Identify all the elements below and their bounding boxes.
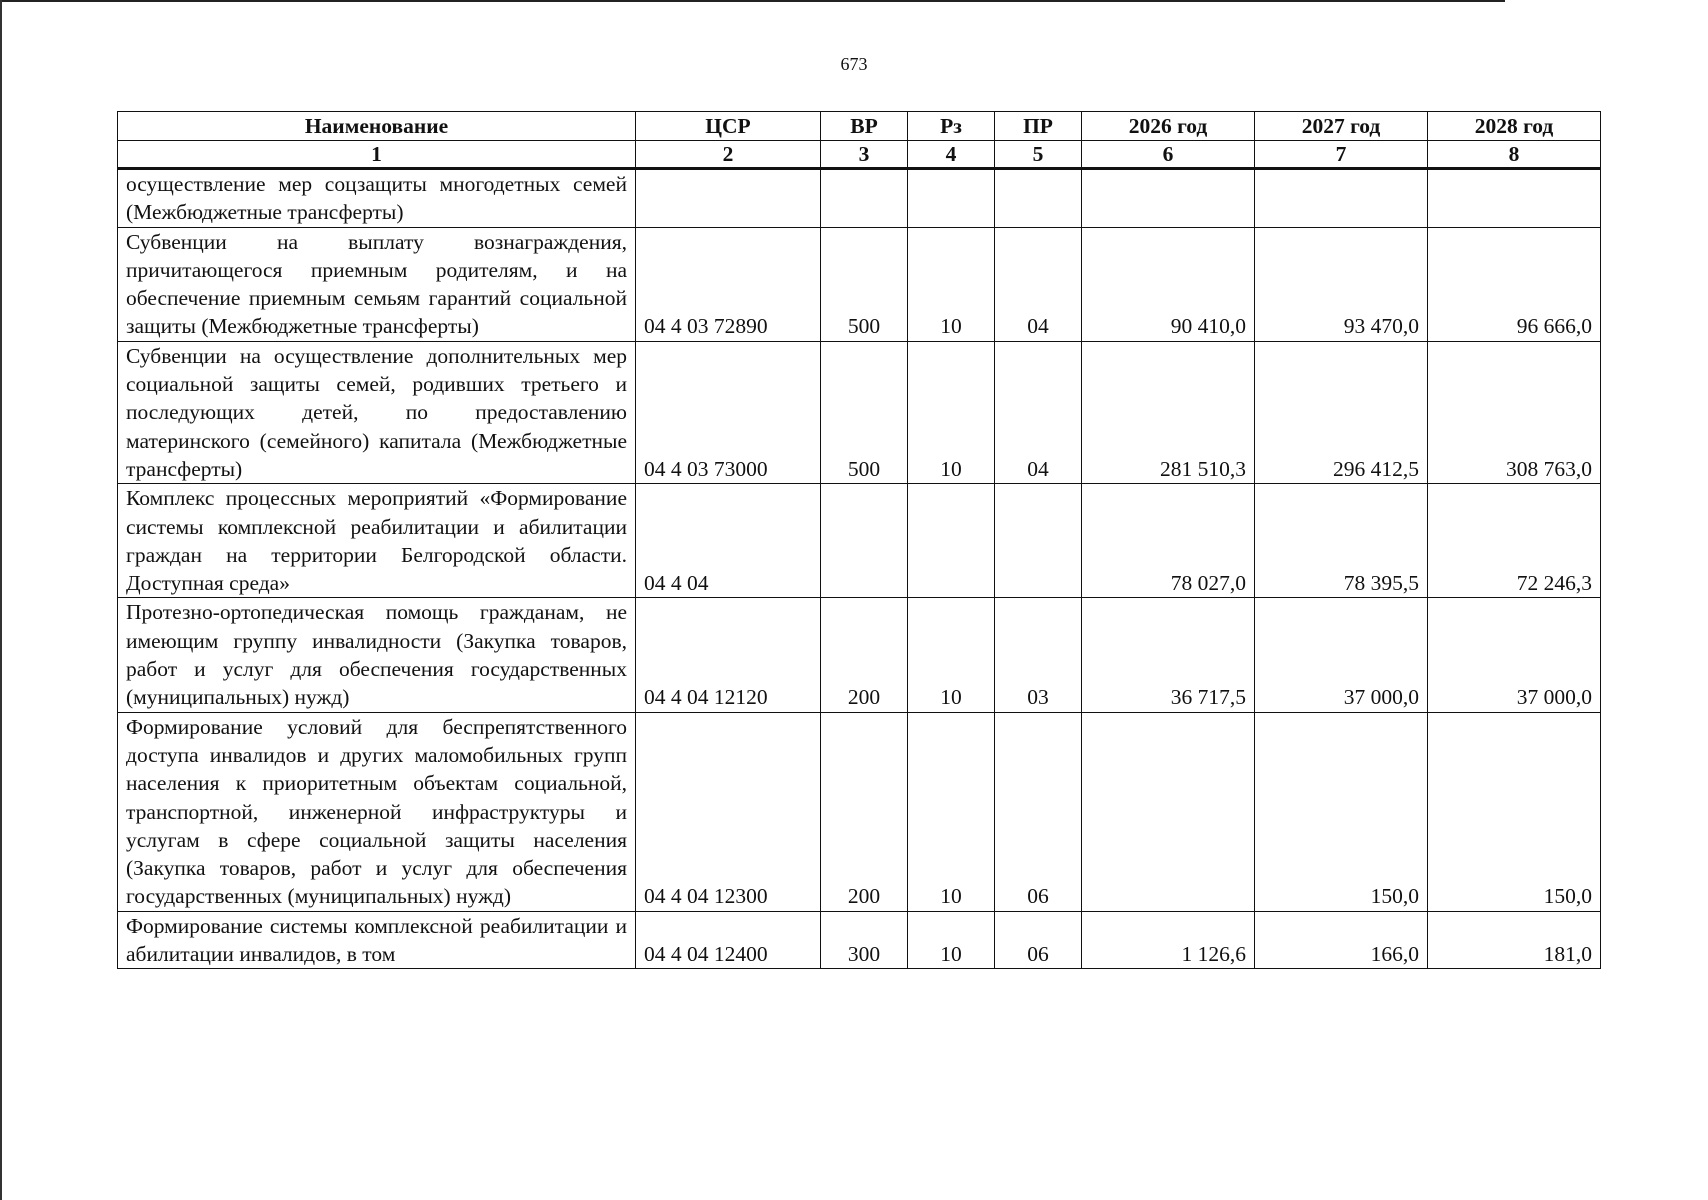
row-rz: 10: [908, 911, 995, 969]
table-row: [118, 911, 1601, 969]
header-vr: ВР: [821, 112, 908, 141]
row-rz: 10: [908, 227, 995, 341]
row-2028: 308 763,0: [1428, 341, 1601, 483]
row-vr: 300: [821, 911, 908, 969]
table-header-row: [118, 112, 1601, 141]
row-pr: 06: [995, 712, 1082, 911]
row-2028: 150,0: [1428, 712, 1601, 911]
row-rz: 10: [908, 341, 995, 483]
row-pr: 03: [995, 598, 1082, 712]
header-year-2026: 2026 год: [1082, 112, 1255, 141]
row-pr: 04: [995, 341, 1082, 483]
row-name: осуществление мер соцзащиты многодетных семей (Межбюджетные трансферты): [118, 169, 636, 228]
row-csr: 04 4 04 12300: [636, 712, 821, 911]
table-row: [118, 227, 1601, 341]
row-2027: 166,0: [1255, 911, 1428, 969]
table-row: [118, 341, 1601, 483]
budget-table: [117, 111, 1601, 969]
row-pr: 06: [995, 911, 1082, 969]
row-csr: 04 4 04 12120: [636, 598, 821, 712]
column-number: 7: [1255, 141, 1428, 169]
page-top-border: [0, 0, 1505, 2]
row-2027: 37 000,0: [1255, 598, 1428, 712]
row-2026: 90 410,0: [1082, 227, 1255, 341]
row-vr: 200: [821, 598, 908, 712]
table-row: [118, 598, 1601, 712]
column-number: 3: [821, 141, 908, 169]
row-vr: 500: [821, 341, 908, 483]
header-pr: ПР: [995, 112, 1082, 141]
row-csr: 04 4 04 12400: [636, 911, 821, 969]
table-row: [118, 712, 1601, 911]
row-2026: 78 027,0: [1082, 484, 1255, 598]
row-2028: 96 666,0: [1428, 227, 1601, 341]
column-number: 5: [995, 141, 1082, 169]
row-2027: [1255, 169, 1428, 228]
row-2027: 296 412,5: [1255, 341, 1428, 483]
header-year-2027: 2027 год: [1255, 112, 1428, 141]
table-row: [118, 169, 1601, 228]
header-rz: Рз: [908, 112, 995, 141]
row-name: Формирование условий для беспрепятственного доступа инвалидов и других маломобильных групп населения к приоритетным объектам социальной, транспортной, инженерной инфраструктуры и услугам в сфере социальной защиты населения (Закупка товаров, работ и услуг для обеспечения государственных (муниципальных) нужд): [118, 712, 636, 911]
column-number: 8: [1428, 141, 1601, 169]
row-vr: [821, 169, 908, 228]
row-name: Формирование системы комплексной реабилитации и абилитации инвалидов, в том: [118, 911, 636, 969]
row-name: Субвенции на выплату вознаграждения, причитающегося приемным родителям, и на обеспечение приемным семьям гарантий социальной защиты (Межбюджетные трансферты): [118, 227, 636, 341]
table-row: [118, 484, 1601, 598]
table-column-numbers-row: [118, 141, 1601, 169]
row-name: Субвенции на осуществление дополнительных мер социальной защиты семей, родивших третьего и последующих детей, по предоставлению материнского (семейного) капитала (Межбюджетные трансферты): [118, 341, 636, 483]
row-2027: 150,0: [1255, 712, 1428, 911]
row-2028: 72 246,3: [1428, 484, 1601, 598]
row-csr: [636, 169, 821, 228]
column-number: 4: [908, 141, 995, 169]
row-2026: 281 510,3: [1082, 341, 1255, 483]
row-pr: [995, 169, 1082, 228]
row-vr: 500: [821, 227, 908, 341]
row-csr: 04 4 03 72890: [636, 227, 821, 341]
page-left-border: [0, 0, 2, 1200]
row-pr: [995, 484, 1082, 598]
row-rz: [908, 484, 995, 598]
row-rz: 10: [908, 712, 995, 911]
row-rz: 10: [908, 598, 995, 712]
row-2027: 93 470,0: [1255, 227, 1428, 341]
header-name: Наименование: [118, 112, 636, 141]
row-name: Протезно-ортопедическая помощь гражданам, не имеющим группу инвалидности (Закупка товаров, работ и услуг для обеспечения государственных (муниципальных) нужд): [118, 598, 636, 712]
row-2026: 36 717,5: [1082, 598, 1255, 712]
row-csr: 04 4 04: [636, 484, 821, 598]
row-vr: [821, 484, 908, 598]
row-2028: 181,0: [1428, 911, 1601, 969]
row-2028: 37 000,0: [1428, 598, 1601, 712]
row-2026: [1082, 169, 1255, 228]
row-vr: 200: [821, 712, 908, 911]
header-year-2028: 2028 год: [1428, 112, 1601, 141]
row-2026: [1082, 712, 1255, 911]
row-pr: 04: [995, 227, 1082, 341]
header-csr: ЦСР: [636, 112, 821, 141]
row-2028: [1428, 169, 1601, 228]
column-number: 2: [636, 141, 821, 169]
column-number: 6: [1082, 141, 1255, 169]
page-number: 673: [840, 54, 868, 74]
row-csr: 04 4 03 73000: [636, 341, 821, 483]
row-name: Комплекс процессных мероприятий «Формирование системы комплексной реабилитации и абилитации граждан на территории Белгородской области. Доступная среда»: [118, 484, 636, 598]
row-2026: 1 126,6: [1082, 911, 1255, 969]
row-2027: 78 395,5: [1255, 484, 1428, 598]
row-rz: [908, 169, 995, 228]
column-number: 1: [118, 141, 636, 169]
